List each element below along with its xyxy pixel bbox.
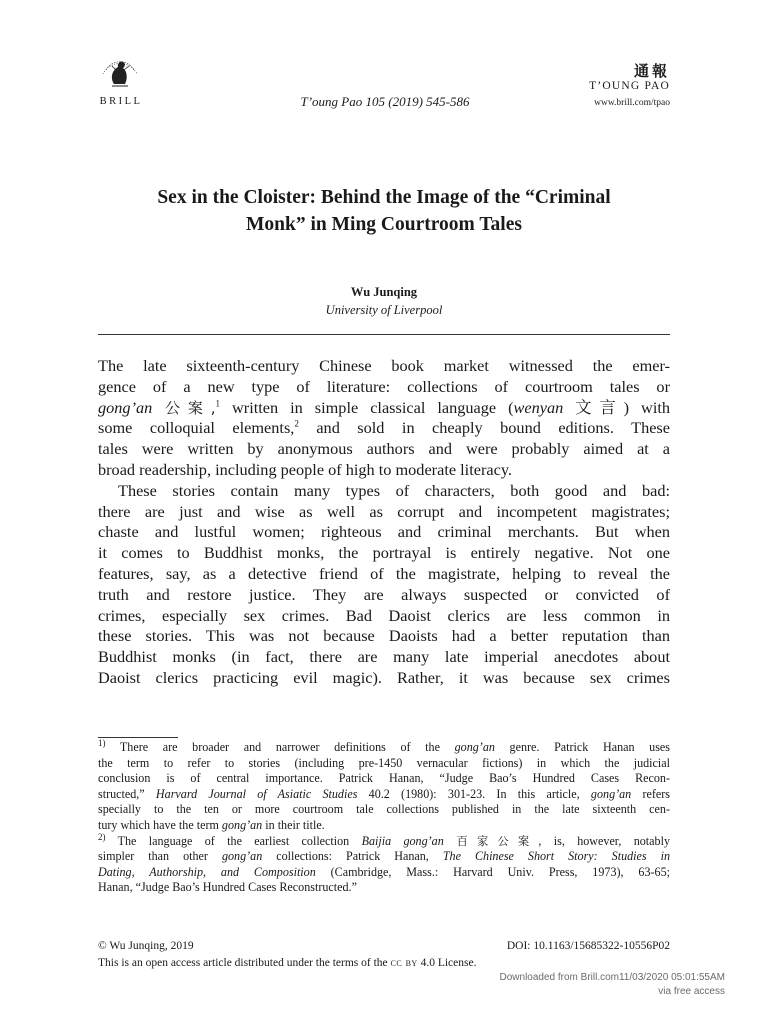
title-line: Sex in the Cloister: Behind the Image of the “Criminal	[157, 187, 611, 208]
footnote-line: conclusion is of central importance. Patrick Hanan, “Judge Bao’s Hundred Cases Recon-	[98, 771, 670, 786]
brill-logo-icon	[98, 40, 142, 96]
text-line: broad readership, including people of high to moderate literacy.	[98, 459, 512, 479]
footnote-line: $^{2)}$ The language of the earliest collection Baijia gong’an 百家公案, is, however, notably	[98, 831, 670, 848]
text-line: these stories. This was not because Daoists had a better reputation than	[98, 626, 670, 646]
license-link[interactable]: cc by	[390, 957, 418, 969]
download-stamp: Downloaded from Brill.com11/03/2020 05:01:55AM	[499, 972, 725, 983]
italic-term: wenyan	[513, 397, 564, 417]
text-line: The late sixteenth-century Chinese book market witnessed the emer-	[98, 356, 670, 375]
footnote-number: 2)	[98, 831, 106, 842]
publisher-name: BRILL	[99, 96, 143, 107]
article-title	[100, 184, 668, 238]
footnote-line: Hanan, “Judge Bao’s Hundred Cases Reconstructed.”	[98, 880, 357, 895]
text-run: and sold in cheaply bound editions. These	[298, 418, 670, 438]
text-run: written in simple classical language (	[220, 397, 514, 417]
text-line	[98, 398, 670, 419]
text-line: Buddhist monks (in fact, there are many late imperial anecdotes about	[98, 647, 670, 667]
paragraph	[98, 481, 670, 689]
author-name: Wu Junqing	[350, 285, 418, 299]
footnote-line: the term to refer to stories (including pre-1450 vernacular fictions) in which the judicial	[98, 755, 670, 770]
footnote-divider	[98, 737, 178, 738]
footnote-line: simpler than other gong’an collections: Patrick Hanan, The Chinese Short Story: Studies in	[98, 849, 671, 864]
footnote-line: tury which have the term gong’an in their title.	[98, 817, 325, 832]
footnote-line: $^{1)}$ There are broader and narrower definitions of the gong’an genre. Patrick Hanan uses	[98, 737, 670, 754]
license-notice: This is an open access article distributed under the terms of the cc by 4.0 License.	[98, 957, 477, 969]
text-line: chaste and lustful women; righteous and criminal merchants. But when	[98, 522, 670, 542]
text-line: These stories contain many types of characters, both good and bad:	[118, 480, 670, 500]
paragraph	[98, 356, 670, 481]
footnotes	[98, 737, 671, 896]
text-line: Daoist clerics practicing evil magic). Rather, it was because sex crimes	[98, 667, 670, 687]
footnote-number: 1)	[98, 737, 106, 748]
journal-title: T’OUNG PAO	[589, 80, 670, 92]
journal-citation: T’oung Pao 105 (2019) 545-586	[300, 94, 470, 109]
text-line: there are just and wise as well as corrupt and incompetent magistrates;	[98, 501, 670, 521]
italic-term: gong’an	[98, 397, 153, 417]
text-run: some colloquial elements,	[98, 418, 295, 438]
text-line: it comes to Buddhist monks, the portrayal is entirely negative. Not one	[98, 543, 670, 563]
title-line: Monk” in Ming Courtroom Tales	[246, 214, 522, 235]
footnote-ref[interactable]: 2	[294, 418, 299, 429]
text-line: tales were written by anonymous authors and were probably aimed at a	[98, 439, 670, 459]
body-text	[98, 356, 670, 689]
access-stamp: via free access	[658, 986, 725, 997]
footnote-line: specially to the ten or more courtroom tale collections published in the late sixteenth cen-	[98, 802, 670, 817]
cjk-term: 公案,	[152, 398, 216, 417]
text-run: 文言) with	[563, 397, 671, 417]
title-divider	[98, 334, 670, 335]
author-affiliation: University of Liverpool	[325, 303, 443, 317]
text-line	[98, 418, 670, 439]
copyright-notice: © Wu Junqing, 2019	[98, 940, 194, 952]
text-line: crimes, especially sex crimes. Bad Daoist clerics are less common in	[98, 605, 670, 625]
text-line: features, say, as a detective friend of the magistrate, helping to reveal the	[98, 563, 670, 583]
text-line: truth and restore justice. They are always suspected or convicted of	[98, 584, 670, 604]
text-line: gence of a new type of literature: collections of courtroom tales or	[98, 376, 670, 396]
footnote-line: structed,” Harvard Journal of Asiatic Studies 40.2 (1980): 301-23. In this article, gong’an refers	[98, 786, 670, 801]
footnote-ref[interactable]: 1	[215, 398, 221, 409]
journal-url[interactable]: www.brill.com/tpao	[594, 98, 670, 108]
journal-title-cjk: 通報	[633, 62, 670, 80]
doi-link[interactable]: DOI: 10.1163/15685322-10556P02	[506, 940, 670, 952]
footnote-line: Dating, Authorship, and Composition (Cambridge, Mass.: Harvard Univ. Press, 1973), 63-65;	[98, 864, 670, 879]
